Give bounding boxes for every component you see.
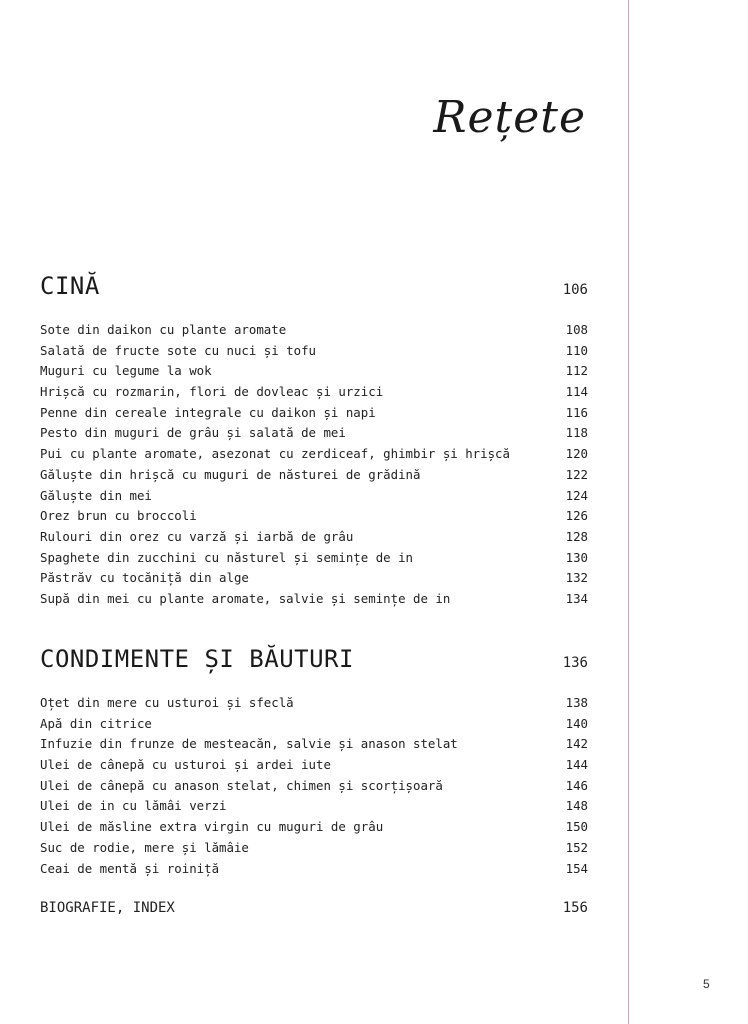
- entry-page: 152: [565, 839, 588, 855]
- entry-page: 110: [565, 342, 588, 358]
- entry-title: Ceai de mentă și roiniță: [40, 860, 220, 876]
- entry-page: 130: [565, 549, 588, 565]
- toc-entry: [40, 403, 588, 424]
- toc-entry: [40, 341, 588, 362]
- entry-title: Salată de fructe sote cu nuci și tofu: [40, 342, 317, 358]
- entry-title: Ulei de cânepă cu usturoi și ardei iute: [40, 757, 331, 773]
- entry-title: Găluște din mei: [40, 487, 152, 503]
- toc-entry: [40, 859, 588, 880]
- entry-page: 138: [565, 695, 588, 710]
- section-header: [40, 645, 588, 673]
- entry-title: Sote din daikon cu plante aromate: [40, 322, 287, 337]
- entry-page: 114: [565, 384, 588, 400]
- entry-title: Muguri cu legume la wok: [40, 363, 212, 379]
- entry-title: Pui cu plante aromate, asezonat cu zerdiceaf, ghimbir și hrișcă: [40, 446, 510, 462]
- margin-line: [628, 0, 629, 1024]
- entry-page: 128: [565, 528, 588, 544]
- toc-entry: [40, 486, 588, 507]
- entry-title: Hrișcă cu rozmarin, flori de dovleac și urzici: [40, 384, 384, 400]
- toc-entry: [40, 776, 588, 797]
- entry-page: 120: [565, 446, 588, 462]
- entry-title: Infuzie din frunze de mesteacăn, salvie și anason stelat: [40, 736, 458, 752]
- toc-entry: [40, 693, 588, 714]
- section-condimente: [40, 645, 588, 879]
- entry-page: 140: [565, 715, 588, 731]
- entry-title: Găluște din hrișcă cu muguri de năsturei de grădină: [40, 466, 421, 482]
- entry-title: Rulouri din orez cu varză și iarbă de grâu: [40, 528, 354, 544]
- toc-entry: [40, 320, 588, 341]
- entry-title: Ulei de in cu lămâi verzi: [40, 798, 227, 814]
- entry-page: 118: [565, 425, 588, 441]
- toc-entry: [40, 734, 588, 755]
- toc-entry: [40, 838, 588, 859]
- entry-page: 146: [565, 777, 588, 793]
- toc-entry: [40, 568, 588, 589]
- entry-title: Suc de rodie, mere și lămâie: [40, 839, 249, 855]
- section-page: 106: [562, 282, 588, 298]
- entry-title: Penne din cereale integrale cu daikon și napi: [40, 404, 376, 420]
- toc-entry: [40, 423, 588, 444]
- entry-page: 148: [565, 798, 588, 814]
- section-cina: [40, 272, 588, 610]
- entry-page: 124: [565, 487, 588, 503]
- section-entries: [40, 320, 588, 610]
- section-title: CONDIMENTE ȘI BĂUTURI: [40, 645, 354, 673]
- toc-entry: [40, 817, 588, 838]
- entry-page: 116: [565, 404, 588, 420]
- entry-title: Orez brun cu broccoli: [40, 508, 197, 524]
- entry-page: 108: [565, 322, 588, 337]
- toc-entry: [40, 796, 588, 817]
- toc-entry-biografie-index: [40, 900, 588, 916]
- section-header: [40, 272, 588, 300]
- entry-title: Oțet din mere cu usturoi și sfeclă: [40, 695, 294, 710]
- entry-page: 144: [565, 757, 588, 773]
- entry-title: Ulei de măsline extra virgin cu muguri de grâu: [40, 819, 384, 835]
- entry-page: 156: [562, 900, 588, 916]
- toc-entry: [40, 382, 588, 403]
- entry-title: Ulei de cânepă cu anason stelat, chimen și scorțișoară: [40, 777, 443, 793]
- entry-title: Pesto din muguri de grâu și salată de mei: [40, 425, 346, 441]
- entry-title: Păstrăv cu tocăniță din alge: [40, 570, 249, 586]
- toc-entry: [40, 755, 588, 776]
- entry-title: Apă din citrice: [40, 715, 152, 731]
- toc-entry: [40, 548, 588, 569]
- section-title: CINĂ: [40, 272, 100, 300]
- entry-title: Spaghete din zucchini cu năsturel și semințe de in: [40, 549, 413, 565]
- entry-page: 122: [565, 466, 588, 482]
- entry-title: Supă din mei cu plante aromate, salvie și semințe de in: [40, 590, 451, 606]
- entry-page: 142: [565, 736, 588, 752]
- toc-entry: [40, 714, 588, 735]
- toc-entry: [40, 465, 588, 486]
- entry-page: 112: [565, 363, 588, 379]
- entry-page: 132: [565, 570, 588, 586]
- entry-page: 154: [565, 860, 588, 876]
- section-entries: [40, 693, 588, 879]
- toc-entry: [40, 527, 588, 548]
- toc-entry: [40, 361, 588, 382]
- page-title: Rețete: [433, 92, 586, 143]
- toc-entry: [40, 444, 588, 465]
- entry-title: BIOGRAFIE, INDEX: [40, 900, 175, 916]
- entry-page: 150: [565, 819, 588, 835]
- toc-entry: [40, 589, 588, 610]
- entry-page: 126: [565, 508, 588, 524]
- page-number: 5: [703, 977, 710, 991]
- entry-page: 134: [565, 590, 588, 606]
- toc-entry: [40, 506, 588, 527]
- section-page: 136: [562, 655, 588, 671]
